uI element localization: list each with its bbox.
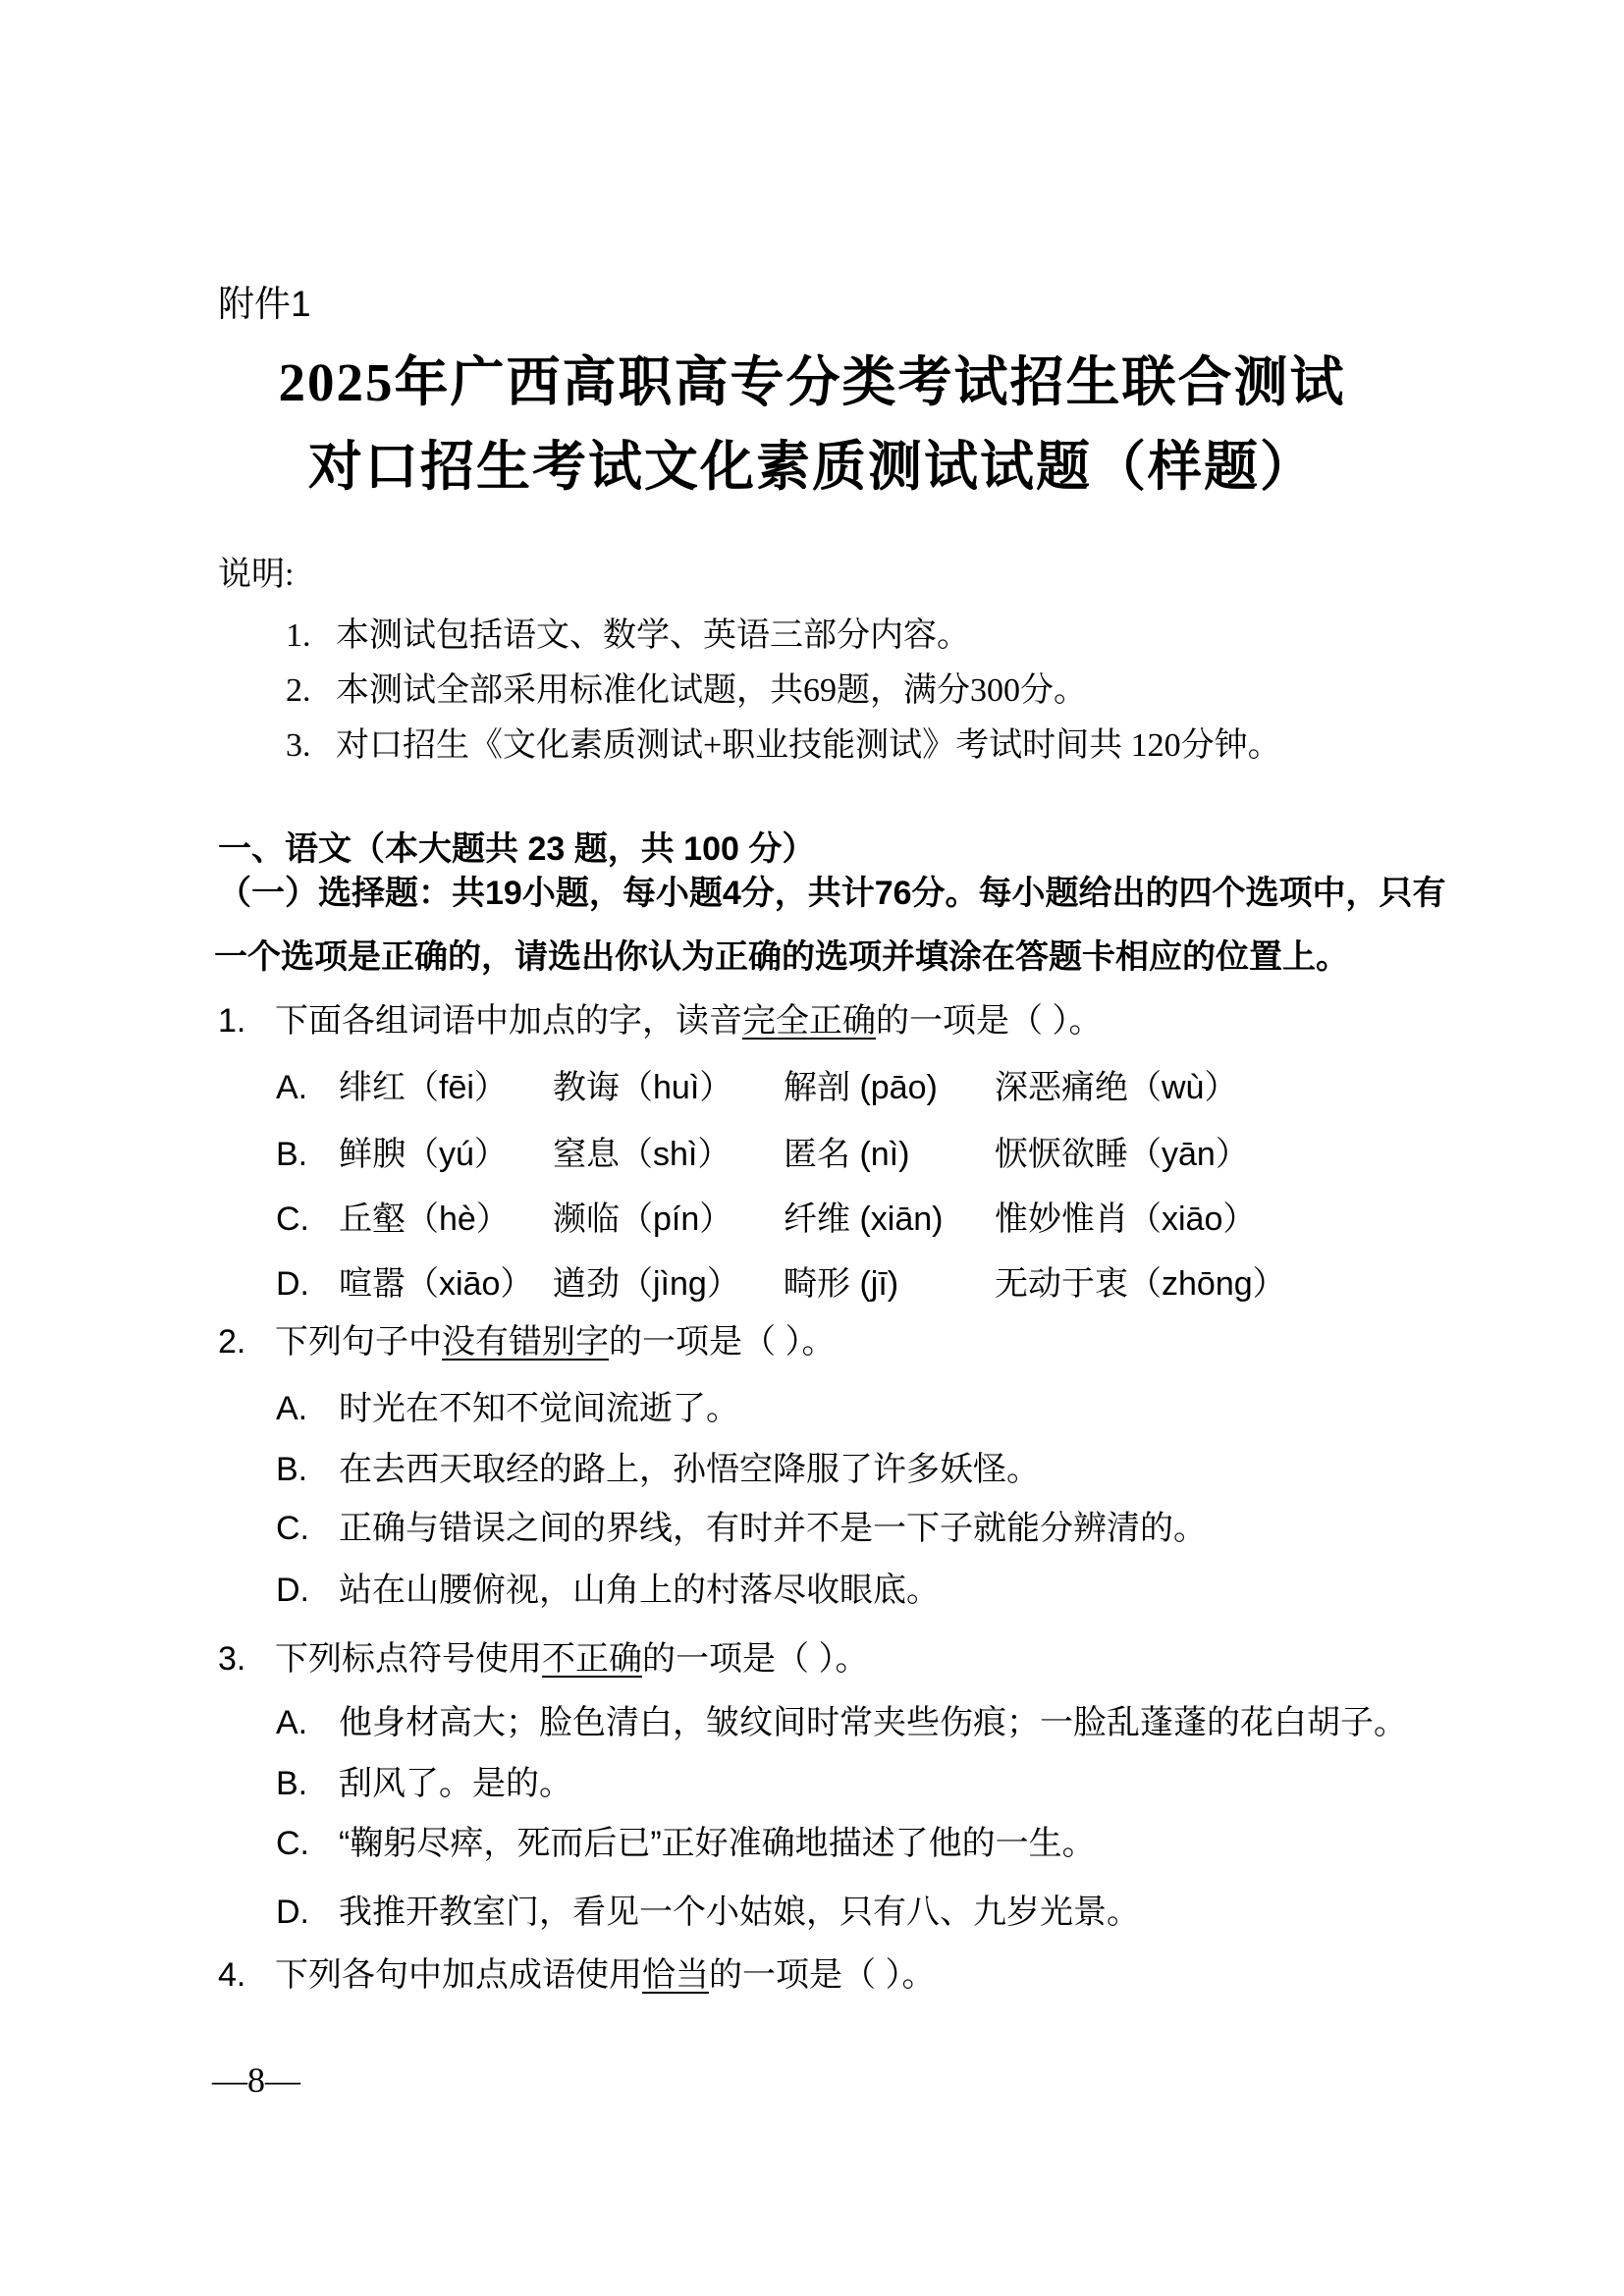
note-text: 本测试包括语文、数学、英语三部分内容。 — [336, 617, 970, 654]
question-2-option-b — [276, 1450, 1040, 1489]
option-word: 恹恹欲睡（yān） — [995, 1136, 1249, 1173]
note-item-3 — [286, 726, 1281, 766]
stem-text: 的一项是（ ）。 — [709, 1956, 936, 1994]
section-intro-line2: 一个选项是正确的，请选出你认为正确的选项并填涂在答题卡相应的位置上。 — [214, 938, 1349, 976]
option-word: 鲜腴（yú） — [339, 1136, 508, 1173]
option-label: C. — [276, 1201, 309, 1238]
option-word: 濒临（pín） — [553, 1201, 733, 1238]
option-text: 站在山腰俯视，山角上的村落尽收眼底。 — [339, 1572, 940, 1609]
stem-text: 下列各句中加点成语使用 — [275, 1956, 642, 1994]
option-word: 丘壑（hè） — [339, 1201, 510, 1238]
question-2-option-d — [276, 1571, 940, 1610]
option-word: 深恶痛绝（wù） — [995, 1069, 1238, 1106]
stem-underlined-text: 完全正确 — [742, 1002, 876, 1040]
stem-underlined-text: 没有错别字 — [442, 1323, 609, 1361]
note-item-2 — [286, 671, 1087, 711]
question-2-option-a — [276, 1389, 739, 1428]
stem-text: 的一项是（ ）。 — [876, 1002, 1103, 1040]
option-word: 解剖 (pāo) — [784, 1069, 938, 1106]
option-text: “鞠躬尽瘁，死而后已”正好准确地描述了他的一生。 — [339, 1825, 1096, 1862]
question-number: 4. — [218, 1956, 246, 1994]
option-label: D. — [276, 1894, 309, 1931]
attachment-label: 附件1 — [218, 284, 311, 324]
note-number: 1. — [286, 617, 311, 654]
note-item-1 — [286, 616, 970, 656]
stem-text: 的一项是（ ）。 — [642, 1640, 869, 1678]
question-number: 2. — [218, 1323, 246, 1361]
option-word: 无动于衷（zhōng） — [995, 1265, 1286, 1303]
option-text: 时光在不知不觉间流逝了。 — [339, 1390, 739, 1427]
option-text: 他身材高大；脸色清白，皱纹间时常夹些伤痕；一脸乱蓬蓬的花白胡子。 — [339, 1704, 1407, 1741]
question-3-stem — [218, 1639, 868, 1679]
option-label: D. — [276, 1265, 309, 1303]
question-1-option-c — [276, 1200, 1256, 1239]
section-intro-line1: （一）选择题：共19小题，每小题4分，共计76分。每小题给出的四个选项中，只有 — [218, 875, 1446, 912]
option-word: 遒劲（jìng） — [553, 1265, 740, 1303]
doc-title-line1: 2025年广西高职高专分类考试招生联合测试 — [278, 352, 1346, 412]
option-label: C. — [276, 1510, 309, 1547]
question-4-stem — [218, 1955, 935, 1995]
stem-text: 下列句子中 — [275, 1323, 442, 1361]
doc-title-line2: 对口招生考试文化素质测试试题（样题） — [307, 437, 1316, 497]
question-1-stem — [218, 1001, 1102, 1041]
question-1-option-b — [276, 1135, 1249, 1174]
question-1-option-d — [276, 1264, 1286, 1304]
option-word: 教诲（huì） — [553, 1069, 733, 1106]
option-label: A. — [276, 1390, 308, 1427]
question-1-option-a — [276, 1068, 1237, 1107]
question-2-stem — [218, 1322, 835, 1362]
question-3-option-d — [276, 1893, 1140, 1932]
note-number: 2. — [286, 672, 311, 709]
option-word: 窒息（shì） — [553, 1136, 731, 1173]
notes-heading: 说明: — [218, 557, 295, 593]
stem-text: 下面各组词语中加点的字，读音 — [275, 1002, 742, 1040]
stem-text: 的一项是（ ）。 — [609, 1323, 836, 1361]
stem-underlined-text: 不正确 — [542, 1640, 642, 1678]
option-word: 纤维 (xiān) — [784, 1201, 944, 1238]
option-text: 刮风了。是的。 — [339, 1765, 572, 1802]
page-number: —8— — [212, 2060, 300, 2100]
option-label: B. — [276, 1451, 308, 1488]
stem-underlined-text: 恰当 — [642, 1956, 709, 1994]
question-3-option-a — [276, 1703, 1407, 1742]
question-number: 1. — [218, 1002, 246, 1040]
question-number: 3. — [218, 1640, 246, 1678]
section-heading: 一、语文（本大题共 23 题，共 100 分） — [218, 830, 816, 868]
option-label: B. — [276, 1765, 308, 1802]
option-text: 我推开教室门，看见一个小姑娘，只有八、九岁光景。 — [339, 1894, 1140, 1931]
stem-text: 下列标点符号使用 — [275, 1640, 542, 1678]
option-word: 喧嚣（xiāo） — [339, 1265, 534, 1303]
option-label: C. — [276, 1825, 309, 1862]
option-word: 绯红（fēi） — [339, 1069, 508, 1106]
note-text: 对口招生《文化素质测试+职业技能测试》考试时间共 120分钟。 — [336, 727, 1281, 764]
question-3-option-c — [276, 1824, 1096, 1863]
note-text: 本测试全部采用标准化试题，共69题，满分300分。 — [336, 672, 1087, 709]
option-label: D. — [276, 1572, 309, 1609]
option-label: A. — [276, 1069, 308, 1106]
option-word: 匿名 (nì) — [784, 1136, 910, 1173]
option-label: A. — [276, 1704, 308, 1741]
option-label: B. — [276, 1136, 308, 1173]
option-text: 在去西天取经的路上，孙悟空降服了许多妖怪。 — [339, 1451, 1040, 1488]
option-word: 惟妙惟肖（xiāo） — [995, 1201, 1257, 1238]
option-text: 正确与错误之间的界线，有时并不是一下子就能分辨清的。 — [339, 1510, 1207, 1547]
option-word: 畸形 (jī) — [784, 1265, 899, 1303]
note-number: 3. — [286, 727, 311, 764]
question-2-option-c — [276, 1509, 1207, 1548]
question-3-option-b — [276, 1764, 572, 1803]
